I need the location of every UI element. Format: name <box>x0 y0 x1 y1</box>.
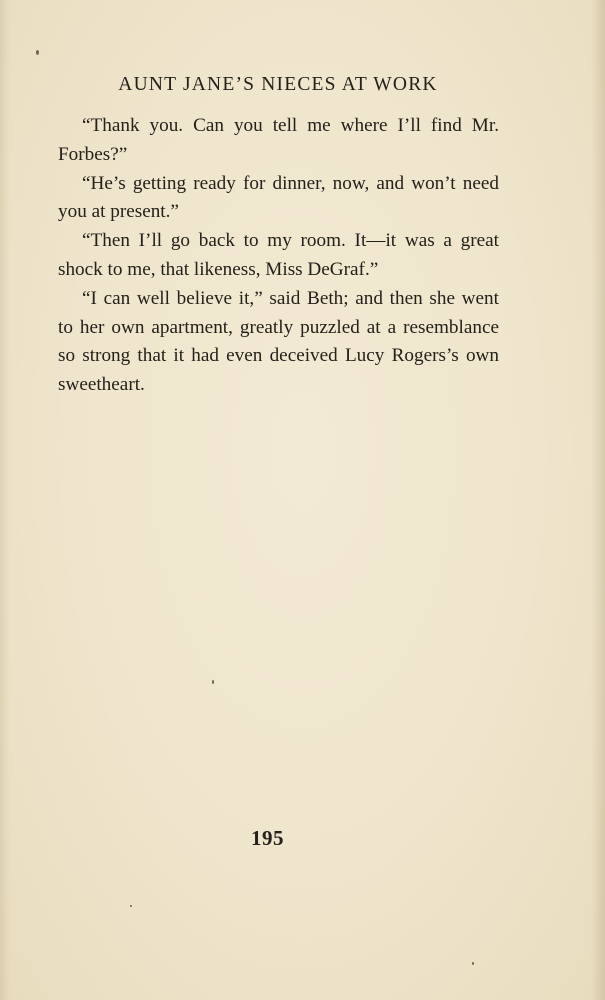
paper-speck <box>36 50 39 55</box>
paragraph-3: “Then I’ll go back to my room. It—it was a great shock to me, that likeness, Miss DeGraf.” <box>58 230 499 280</box>
paper-speck <box>472 962 474 965</box>
paragraph-2: “He’s getting ready for dinner, now, and won’t need you at present.” <box>58 172 499 223</box>
paragraph-4: “I can well believe it,” said Beth; and then she went to her own apartment, greatly puzzled at a resemblance so strong that it had even deceived Lucy Rogers’s own sweetheart. <box>58 287 499 396</box>
paper-speck <box>130 905 132 907</box>
paragraph-1: “Thank you. Can you tell me where I’ll find Mr. Forbes?” <box>58 115 499 165</box>
page-number: 195 <box>251 826 284 850</box>
paper-speck <box>212 680 214 684</box>
body-text <box>58 112 499 400</box>
running-head: AUNT JANE’S NIECES AT WORK <box>118 74 438 95</box>
page-right-shadow <box>591 0 605 1000</box>
